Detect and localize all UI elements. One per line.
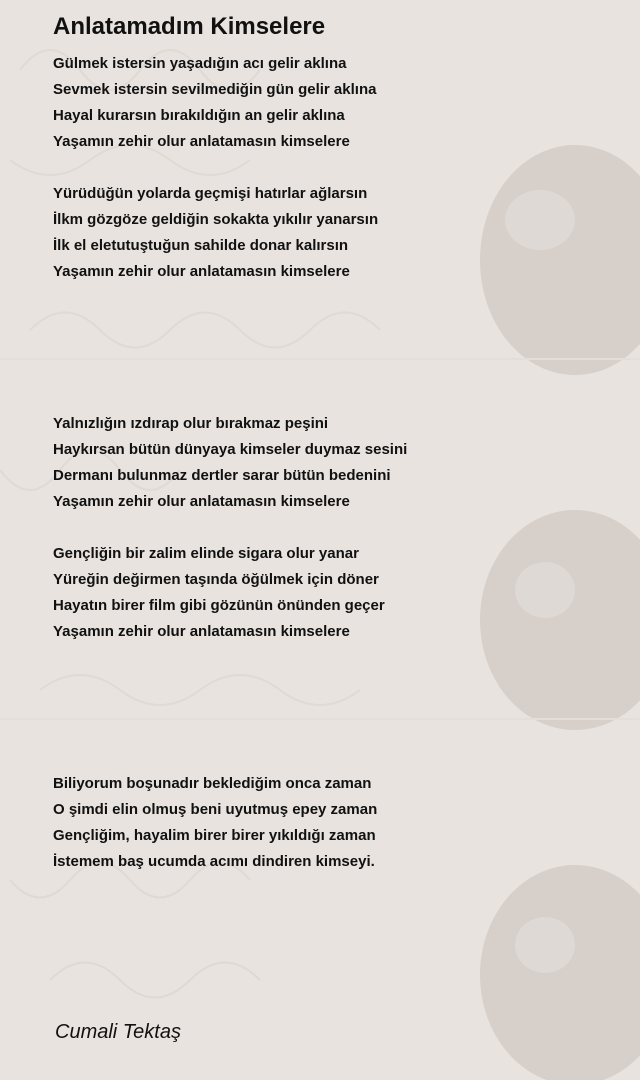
poem-line: Yaşamın zehir olur anlatamasın kimselere <box>53 623 350 640</box>
poem-line: Yürüdüğün yolarda geçmişi hatırlar ağlarsın <box>53 185 368 202</box>
poem-line: İlkm gözgöze geldiğin sokakta yıkılır yanarsın <box>53 211 379 228</box>
stanza-1 <box>53 51 376 155</box>
poem-line: Dermanı bulunmaz dertler sarar bütün bedenini <box>53 467 391 484</box>
poem-title: Anlatamadım Kimselere <box>53 13 326 40</box>
poem-line: Haykırsan bütün dünyaya kimseler duymaz sesini <box>53 441 408 458</box>
poem-line: Yaşamın zehir olur anlatamasın kimselere <box>53 263 350 280</box>
poem-line: Yaşamın zehir olur anlatamasın kimselere <box>53 133 350 150</box>
poem-line: Yüreğin değirmen taşında öğülmek için döner <box>53 571 379 588</box>
poem-line: Hayatın birer film gibi gözünün önünden geçer <box>53 597 385 614</box>
stanza-4 <box>53 541 385 645</box>
poem-line: O şimdi elin olmuş beni uyutmuş epey zaman <box>53 801 378 818</box>
poem-line: Biliyorum boşunadır beklediğim onca zaman <box>53 775 372 792</box>
poem-line: Sevmek istersin sevilmediğin gün gelir aklına <box>53 81 377 98</box>
poem-author: Cumali Tektaş <box>55 1021 181 1043</box>
poem-line: Yalnızlığın ızdırap olur bırakmaz peşini <box>53 415 329 432</box>
stanza-2 <box>53 181 378 285</box>
stanza-3 <box>53 411 407 515</box>
poem-line: İlk el eletutuştuğun sahilde donar kalırsın <box>53 237 349 254</box>
poem-line: Gençliğin bir zalim elinde sigara olur yanar <box>53 545 359 562</box>
stanza-5 <box>53 771 377 875</box>
poem-line: Hayal kurarsın bırakıldığın an gelir aklına <box>53 107 345 124</box>
poem-line: Yaşamın zehir olur anlatamasın kimselere <box>53 493 350 510</box>
poem-line: Gülmek istersin yaşadığın acı gelir aklına <box>53 55 347 72</box>
poem-line: İstemem baş ucumda acımı dindiren kimseyi. <box>53 853 375 870</box>
poem-line: Gençliğim, hayalim birer birer yıkıldığı zaman <box>53 827 376 844</box>
